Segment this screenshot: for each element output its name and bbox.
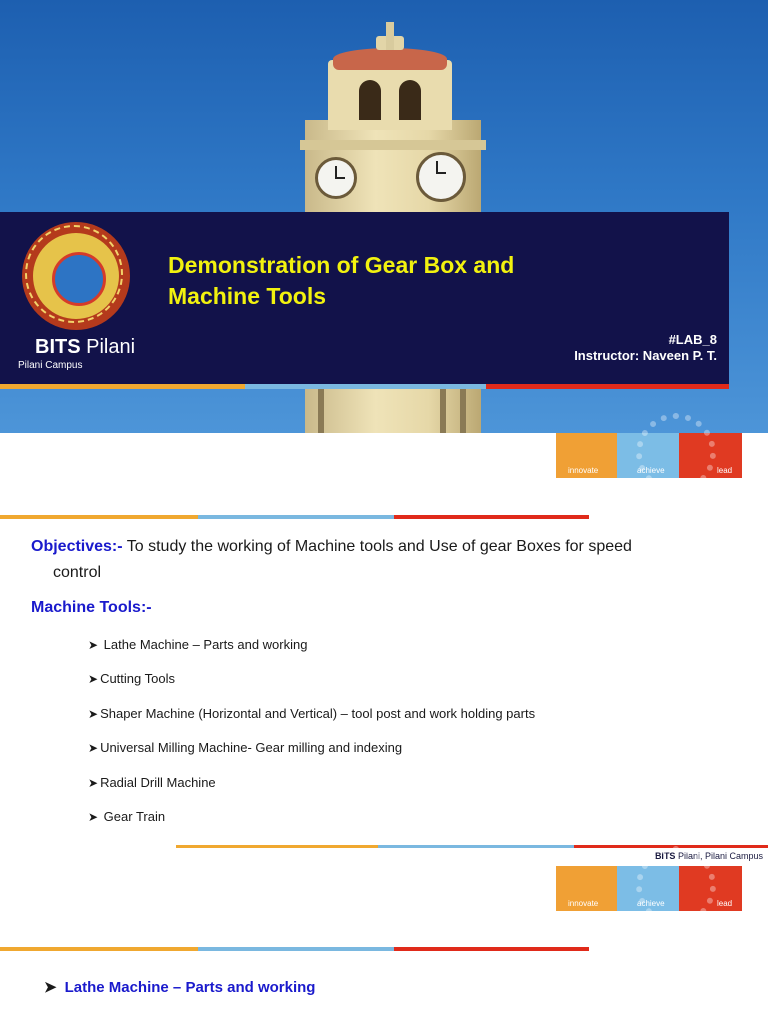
banner-stripe-orange xyxy=(0,384,245,389)
machine-tools-heading: Machine Tools:- xyxy=(31,599,152,616)
list-item: ➤ Gear Train xyxy=(88,808,166,824)
objectives xyxy=(31,534,731,586)
tower-spire xyxy=(386,22,394,50)
tower-cornice xyxy=(300,140,486,150)
list-item: ➤ Shaper Machine (Horizontal and Vertical) – tool post and work holding parts xyxy=(88,705,536,721)
divider-blue xyxy=(198,515,394,519)
banner-stripe-red xyxy=(486,384,729,389)
list-item: ➤ Universal Milling Machine- Gear milling and indexing xyxy=(88,740,403,756)
objectives-text: To study the working of Machine tools and Use of gear Boxes for speed xyxy=(126,538,632,555)
arrow-bullet-icon: ➤ xyxy=(44,979,57,996)
lab-info xyxy=(430,332,717,364)
tower-column xyxy=(460,386,466,433)
list-item: ➤ Lathe Machine – Parts and working xyxy=(88,637,308,652)
gear-icon xyxy=(636,846,716,926)
instructor-name: Instructor: Naveen P. T. xyxy=(574,348,717,363)
arrow-bullet-icon: ➤ xyxy=(88,706,99,721)
arrow-bullet-icon: ➤ xyxy=(88,809,99,824)
tower-column xyxy=(440,386,446,433)
brand-innovate: innovate xyxy=(568,899,599,908)
tower-roof xyxy=(333,48,447,70)
footer-line-orange xyxy=(176,845,378,848)
divider-blue xyxy=(198,947,394,951)
brand-achieve: achieve xyxy=(637,899,665,908)
tower-arch xyxy=(399,80,421,120)
footer-line-blue xyxy=(378,845,574,848)
org-campus: Pilani Campus xyxy=(18,360,83,371)
objectives-continuation: control xyxy=(53,564,102,581)
tower-top xyxy=(328,60,452,130)
list-item: ➤ Radial Drill Machine xyxy=(88,774,216,790)
clock-face-icon xyxy=(416,152,466,202)
footer-campus: BITS Pilani, Pilani Campus xyxy=(654,851,763,861)
slide3-bullet: ➤ Lathe Machine – Parts and working xyxy=(44,979,316,996)
arrow-bullet-icon: ➤ xyxy=(88,741,99,756)
divider-orange xyxy=(0,947,198,951)
arrow-bullet-icon: ➤ xyxy=(88,638,99,652)
org-name: BITS Pilani xyxy=(35,336,136,358)
brand-strip xyxy=(556,433,742,478)
arrow-bullet-icon: ➤ xyxy=(88,775,99,790)
gear-icon xyxy=(636,413,716,493)
brand-strip xyxy=(556,866,742,911)
brand-lead: lead xyxy=(717,466,733,475)
tower-arch xyxy=(359,80,381,120)
brand-lead: lead xyxy=(717,899,733,908)
banner-stripe-blue xyxy=(245,384,486,389)
tower-column xyxy=(318,386,324,433)
brand-achieve: achieve xyxy=(637,466,665,475)
list-item: ➤ Cutting Tools xyxy=(88,671,175,687)
slide-title: Demonstration of Gear Box and Machine Tools xyxy=(168,252,515,309)
bits-logo xyxy=(22,222,130,330)
divider-orange xyxy=(0,515,198,519)
machine-tools-list xyxy=(88,634,535,840)
clock-face-icon xyxy=(315,157,357,199)
divider-red xyxy=(394,515,589,519)
arrow-bullet-icon: ➤ xyxy=(88,672,99,687)
divider-red xyxy=(394,947,589,951)
objectives-label: Objectives:- xyxy=(31,538,123,555)
brand-innovate: innovate xyxy=(568,466,599,475)
lab-number: #LAB_8 xyxy=(668,332,717,347)
